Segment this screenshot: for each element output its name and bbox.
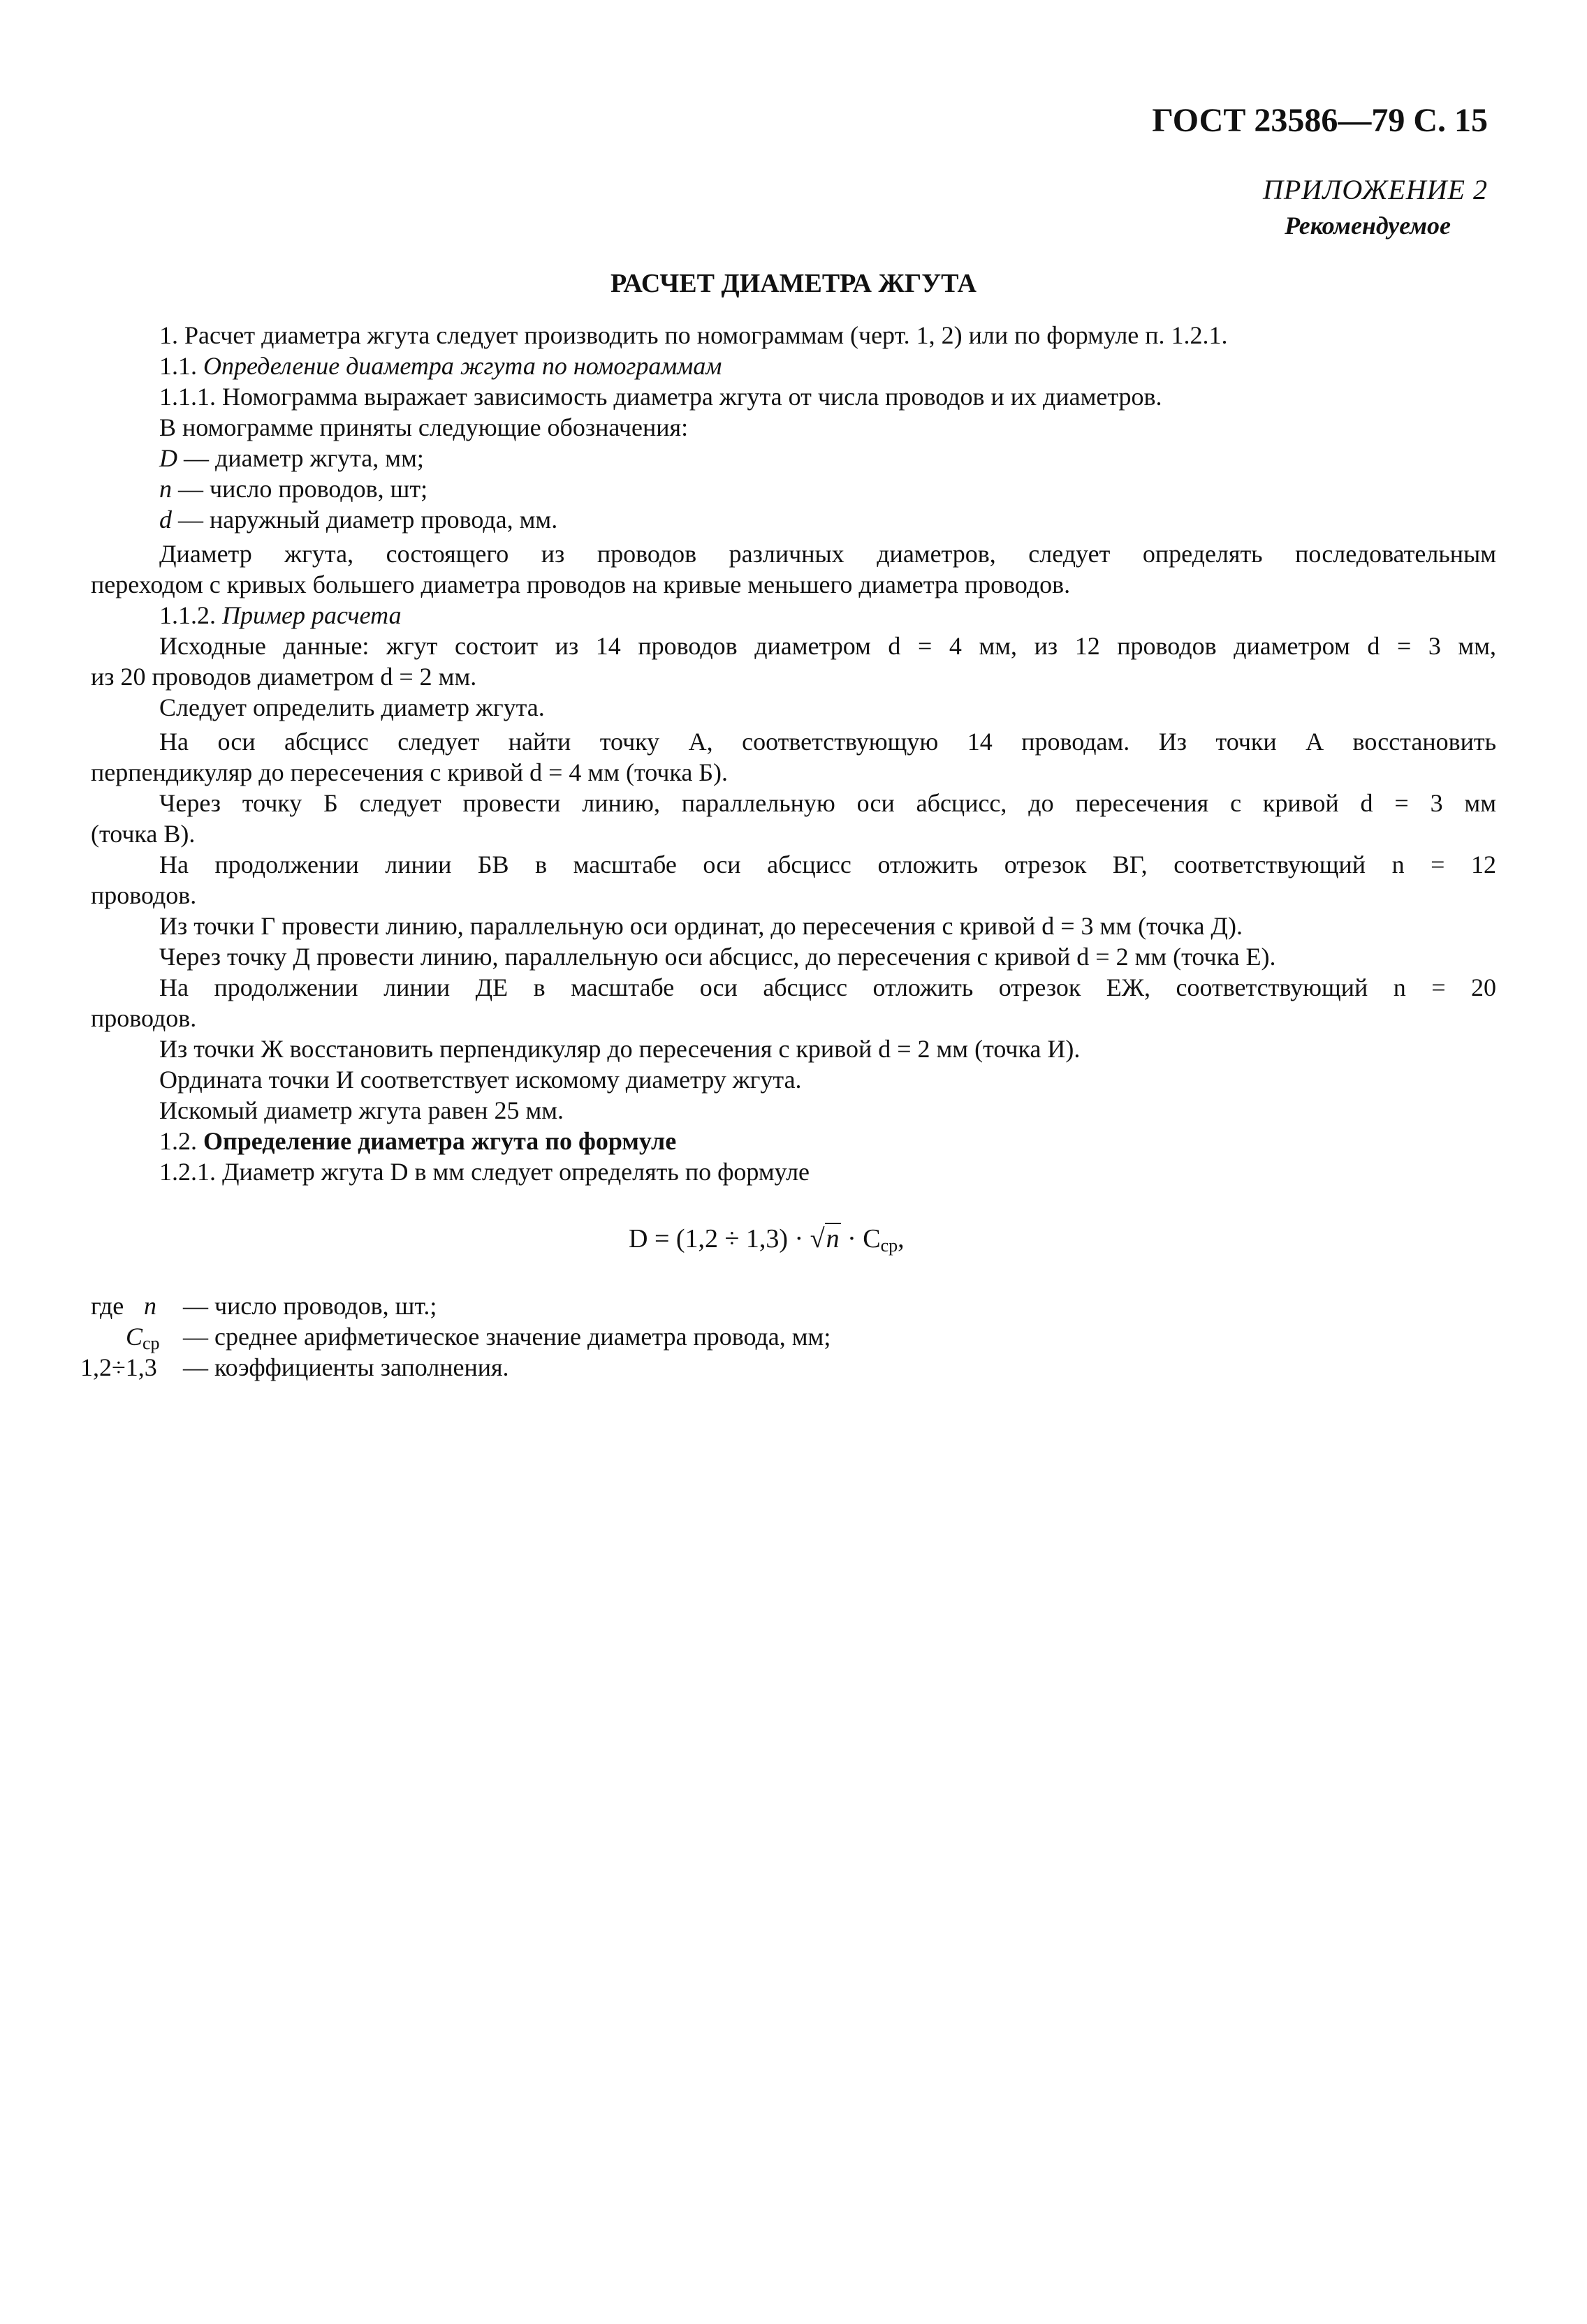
appendix-status: Рекомендуемое xyxy=(1285,212,1451,240)
legend-k-symbol: 1,2÷1,3 xyxy=(80,1353,157,1381)
notation-D: D — диаметр жгута, мм; xyxy=(159,444,424,472)
subsection-1-1 xyxy=(159,351,1496,381)
step-b-line-2: (точка В). xyxy=(91,820,196,848)
section-title: РАСЧЕТ ДИАМЕТРА ЖГУТА xyxy=(610,269,977,298)
paragraph-mixed-line-2: переходом с кривых большего диаметра проводов на кривые меньшего диаметра проводов. xyxy=(91,571,1071,598)
step-g-line: Из точки Ж восстановить перпендикуляр до пересечения с кривой d = 2 мм (точка И). xyxy=(159,1035,1081,1063)
task-line: Следует определить диаметр жгута. xyxy=(159,693,545,721)
paragraph-1-1-1: 1.1.1. Номограмма выражает зависимость диаметра жгута от числа проводов и их диаметров. xyxy=(159,383,1162,411)
legend-n-symbol: n xyxy=(144,1292,156,1320)
step-e-line: Через точку Д провести линию, параллельную оси абсцисс, до пересечения с кривой d = 2 мм (точка Е). xyxy=(159,943,1276,971)
step-c-line-1: На продолжении линии БВ в масштабе оси абсцисс отложить отрезок ВГ, соответствующий n = 12 xyxy=(159,851,1496,878)
ordinate-line: Ордината точки И соответствует искомому диаметру жгута. xyxy=(159,1066,802,1094)
result-line: Искомый диаметр жгута равен 25 мм. xyxy=(159,1096,564,1124)
notation-n: n — число проводов, шт; xyxy=(159,475,428,503)
formula-lhs: D = (1,2 ÷ 1,3) · xyxy=(629,1224,804,1253)
page-header: ГОСТ 23586—79 С. 15 xyxy=(1152,102,1488,139)
step-a-line-1: На оси абсцисс следует найти точку А, соответствующую 14 проводам. Из точки А восстановить xyxy=(159,728,1496,756)
formula-rhs: · C xyxy=(847,1224,881,1253)
legend-n-desc: — число проводов, шт.; xyxy=(183,1292,437,1320)
input-data-line-1: Исходные данные: жгут состоит из 14 проводов диаметром d = 4 мм, из 12 проводов диаметром d = 3 мм, xyxy=(159,632,1496,660)
subsection-number: 1.1. xyxy=(159,352,197,380)
step-a-line-2: перпендикуляр до пересечения с кривой d = 4 мм (точка Б). xyxy=(91,758,728,786)
paragraph-1-2-1: 1.2.1. Диаметр жгута D в мм следует определять по формуле xyxy=(159,1158,810,1186)
paragraph-1: 1. Расчет диаметра жгута следует производить по номограммам (черт. 1, 2) или по формуле п. 1.2.1. xyxy=(159,321,1228,349)
legend-where: где xyxy=(91,1292,124,1320)
step-d-line: Из точки Г провести линию, параллельную оси ординат, до пересечения с кривой d = 3 мм (точка Д). xyxy=(159,912,1243,940)
step-c-line-2: проводов. xyxy=(91,881,197,909)
step-f-line-2: проводов. xyxy=(91,1004,197,1032)
step-f-line-1: На продолжении линии ДЕ в масштабе оси абсцисс отложить отрезок ЕЖ, соответствующий n = 20 xyxy=(159,973,1496,1001)
sqrt-symbol: √n xyxy=(810,1224,840,1253)
subsection-1-2: 1.2. Определение диаметра жгута по формуле xyxy=(159,1127,677,1155)
notation-d: d — наружный диаметр провода, мм. xyxy=(159,506,558,534)
subsection-1-1-2: 1.1.2. Пример расчета xyxy=(159,601,402,629)
legend-k-desc: — коэффициенты заполнения. xyxy=(183,1353,509,1381)
legend-c-symbol: $C_{ср}$ xyxy=(126,1323,160,1353)
step-b-line-1: Через точку Б следует провести линию, параллельную оси абсцисс, до пересечения с кривой d = 3 мм xyxy=(159,789,1496,817)
appendix-label: ПРИЛОЖЕНИЕ 2 xyxy=(1263,174,1488,205)
diameter-formula: $D = (1,2 \div 1,3) \cdot √n \cdot C_{ср}$, xyxy=(629,1224,905,1256)
notation-intro: В номограмме приняты следующие обозначения: xyxy=(159,413,689,441)
legend-c-desc: — среднее арифметическое значение диаметра провода, мм; xyxy=(183,1323,831,1351)
input-data-line-2: из 20 проводов диаметром d = 2 мм. xyxy=(91,663,477,691)
paragraph-mixed-line-1: Диаметр жгута, состоящего из проводов различных диаметров, следует определять последовательным xyxy=(159,540,1496,568)
subsection-title: Определение диаметра жгута по номограммам xyxy=(203,352,722,380)
